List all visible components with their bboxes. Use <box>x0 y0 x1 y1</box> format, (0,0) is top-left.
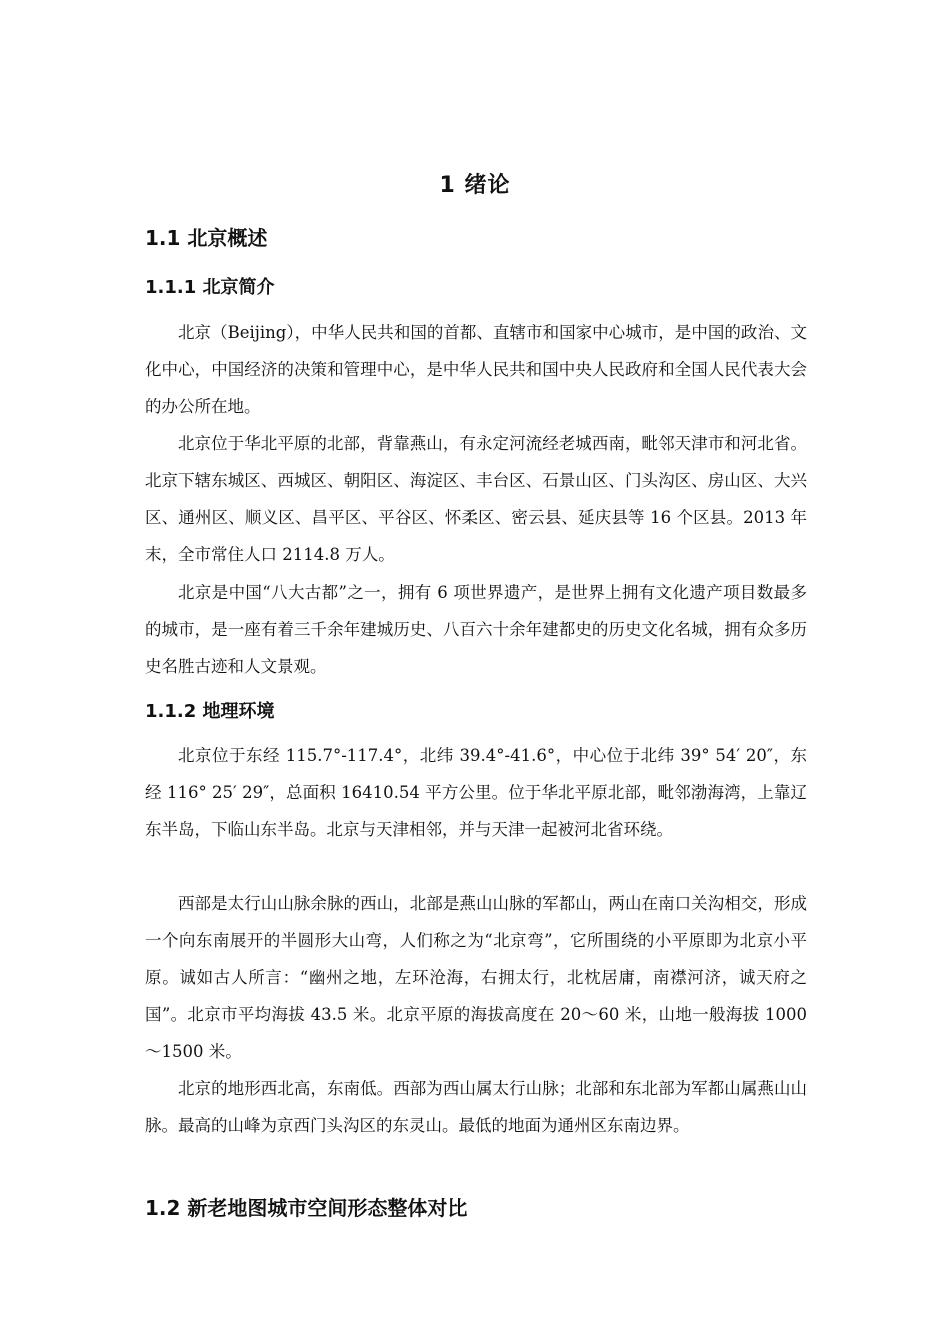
section-heading-1-2: 1.2 新老地图城市空间形态整体对比 <box>145 1196 468 1220</box>
paragraph-geo-location: 北京位于东经 115.7°-117.4°，北纬 39.4°-41.6°，中心位于北纬 39° 54′ 20″，东经 116° 25′ 29″，总面积 16410.54 平方公里。位于华北平原北部，毗邻渤海湾，上靠辽东半岛，下临山东半岛。北京与天津相邻，并与天津一起被河北省环绕。 <box>145 746 807 839</box>
chapter-title: 1 绪论 <box>439 173 511 198</box>
paragraph-geo-terrain: 北京的地形西北高，东南低。西部为西山属太行山脉；北部和东北部为军都山属燕山山脉。最高的山峰为京西门头沟区的东灵山。最低的地面为通州区东南边界。 <box>145 1079 807 1135</box>
paragraph-beijing-districts: 北京位于华北平原的北部，背靠燕山，有永定河流经老城西南，毗邻天津市和河北省。北京下辖东城区、西城区、朝阳区、海淀区、丰台区、石景山区、门头沟区、房山区、大兴区、通州区、顺义区、昌平区、平谷区、怀柔区、密云县、延庆县等 16 个区县。2013 年末，全市常住人口 2114.8 万人。 <box>145 434 807 564</box>
paragraph-beijing-intro: 北京（Beijing），中华人民共和国的首都、直辖市和国家中心城市，是中国的政治、文化中心，中国经济的决策和管理中心，是中华人民共和国中央人民政府和全国人民代表大会的办公所在地。 <box>145 323 807 416</box>
section-heading-1-1-1: 1.1.1 北京简介 <box>145 277 275 298</box>
paragraph-geo-mountains: 西部是太行山山脉余脉的西山，北部是燕山山脉的军都山，两山在南口关沟相交，形成一个向东南展开的半圆形大山弯，人们称之为“北京弯”，它所围绕的小平原即为北京小平原。诚如古人所言：“幽州之地，左环沧海，右拥太行，北枕居庸，南襟河济，诚天府之国”。北京市平均海拔 43.5 米。北京平原的海拔高度在 20～60 米，山地一般海拔 1000～1500 米。 <box>145 894 807 1061</box>
section-heading-1-1-2: 1.1.2 地理环境 <box>145 701 275 722</box>
paragraph-beijing-heritage: 北京是中国“八大古都”之一，拥有 6 项世界遗产，是世界上拥有文化遗产项目数最多的城市，是一座有着三千余年建城历史、八百六十余年建都史的历史文化名城，拥有众多历史名胜古迹和人文景观。 <box>145 583 807 676</box>
section-heading-1-1: 1.1 北京概述 <box>145 226 268 250</box>
